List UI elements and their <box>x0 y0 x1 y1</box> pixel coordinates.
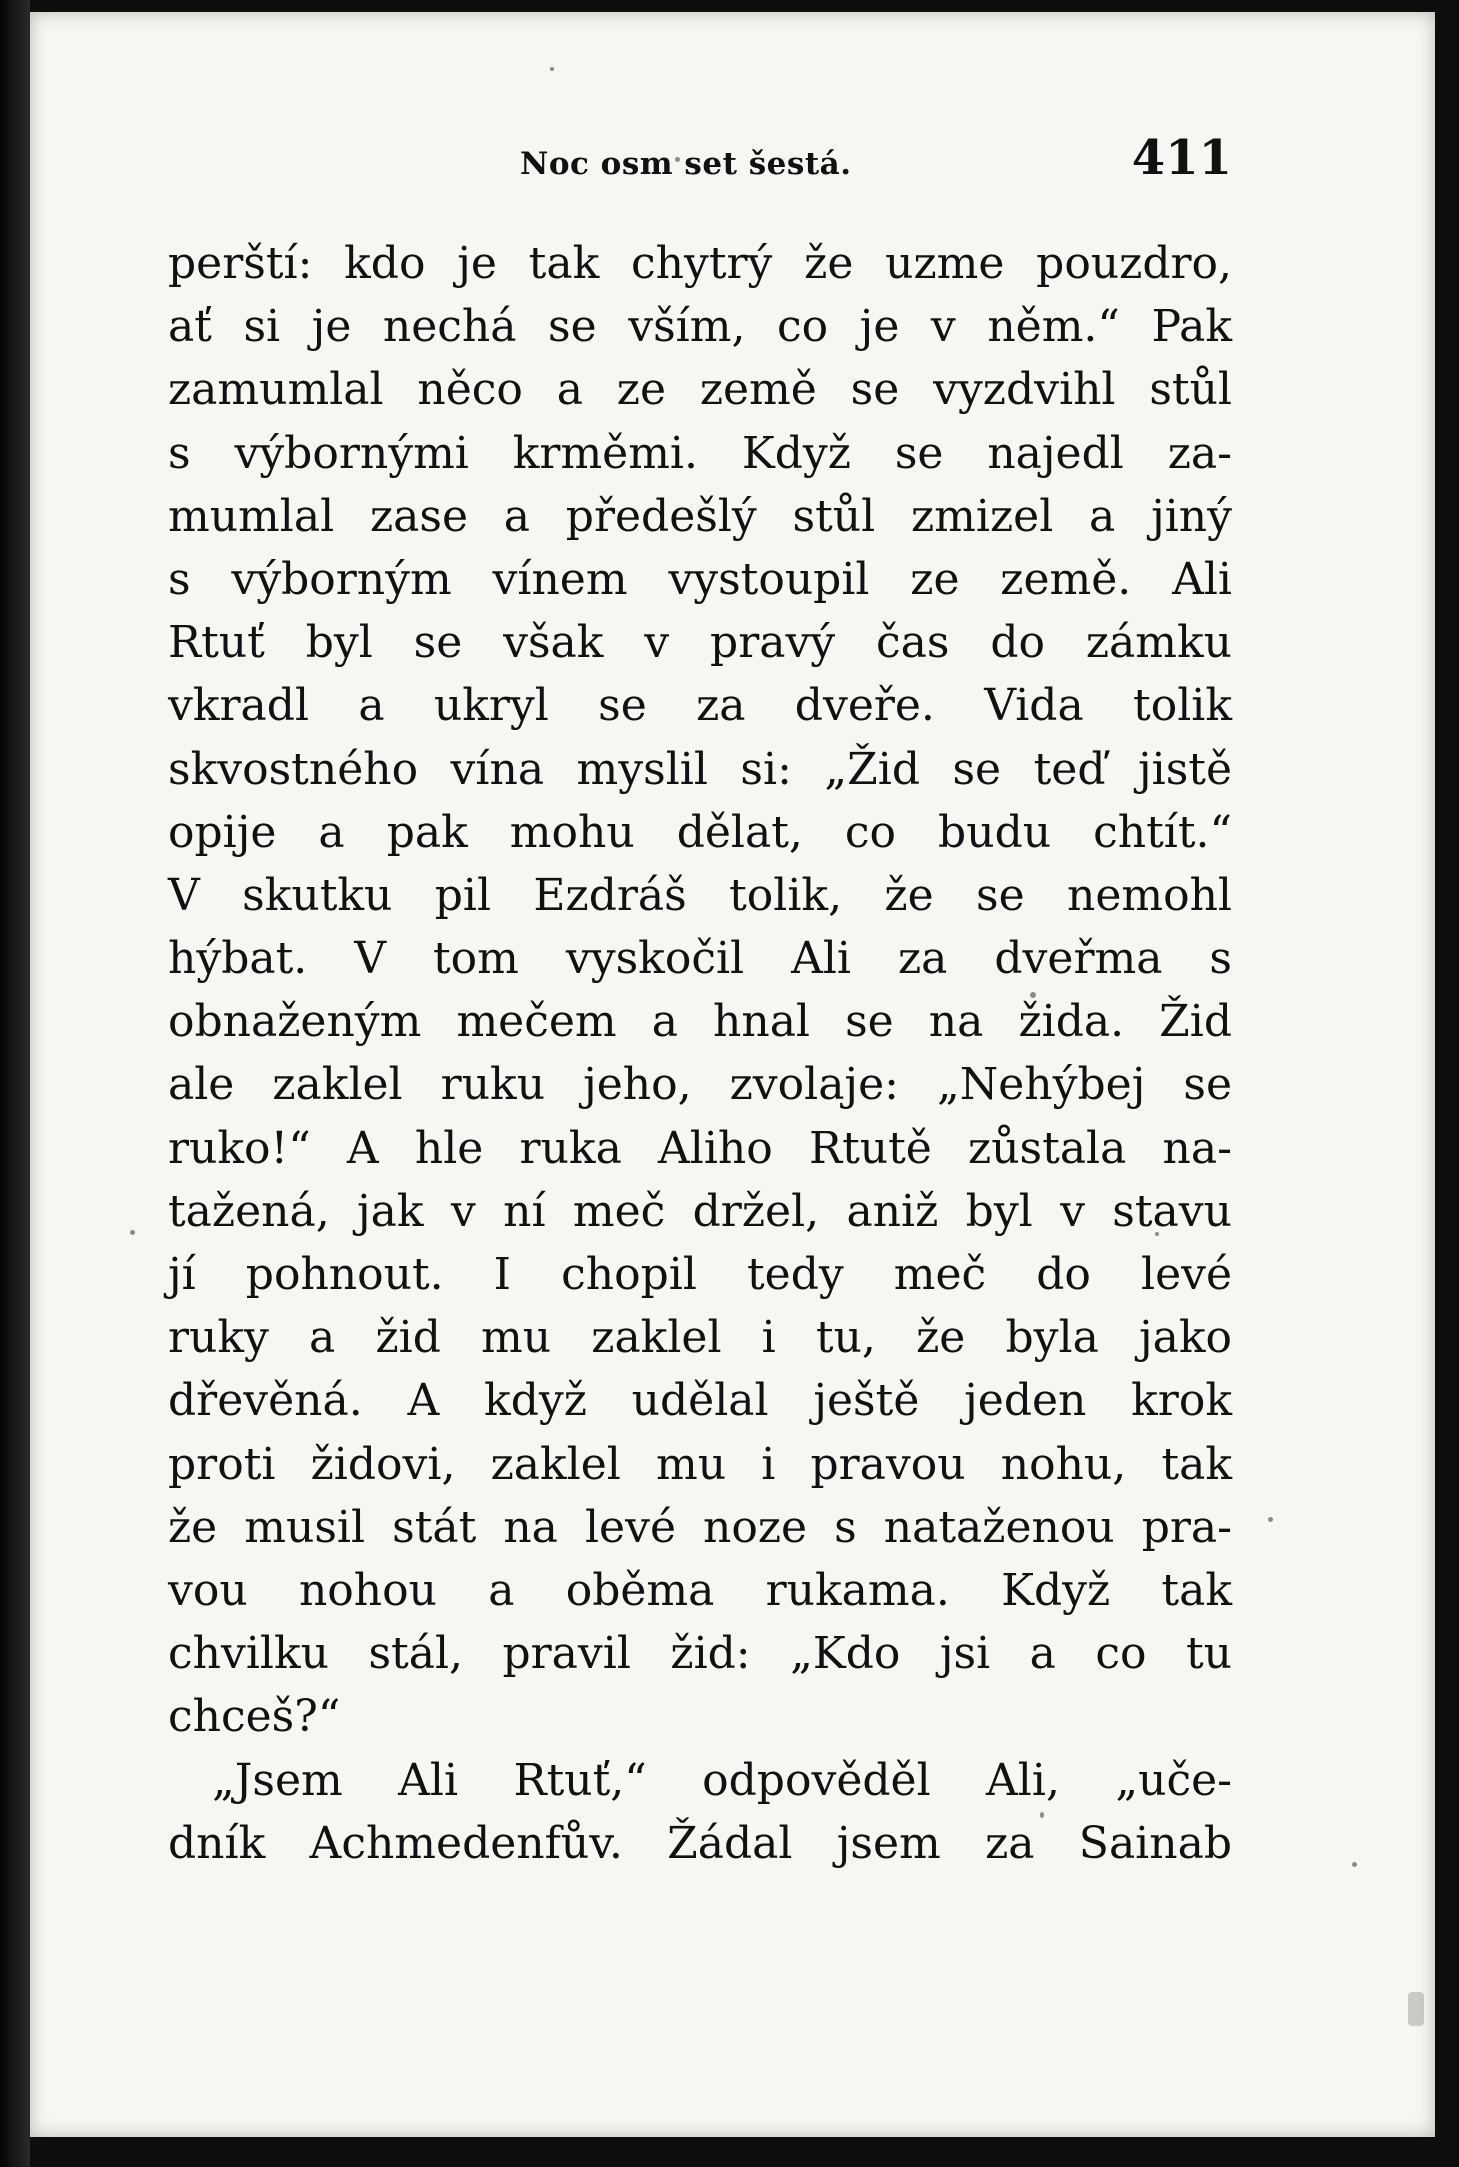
book-spine-edge <box>0 0 30 2167</box>
text-line: ruky a žid mu zaklel i tu, že byla jako <box>168 1312 1232 1364</box>
text-line: chceš?“ <box>168 1691 341 1743</box>
text-line: perští: kdo je tak chytrý že uzme pouzdro, <box>168 238 1232 289</box>
text-line: tažená, jak v ní meč držel, aniž byl v stavu <box>168 1185 1232 1237</box>
text-line: Rtuť byl se však v pravý čas do zámku <box>168 617 1232 669</box>
running-title: Noc osm set šestá. <box>520 146 852 182</box>
text-line: hýbat. V tom vyskočil Ali za dveřma s <box>168 933 1232 985</box>
page-number: 411 <box>1131 130 1232 186</box>
paper-speck <box>1268 1517 1273 1522</box>
text-line: s výborným vínem vystoupil ze země. Ali <box>168 553 1232 605</box>
text-line: ale zaklel ruku jeho, zvolaje: „Nehýbej se <box>168 1059 1232 1111</box>
text-line: vkradl a ukryl se za dveře. Vida tolik <box>168 680 1232 732</box>
text-line: že musil stát na levé noze s nataženou pra- <box>168 1501 1232 1553</box>
paper-speck <box>1408 1992 1424 2026</box>
page-text <box>168 232 1232 1875</box>
text-line: dník Achmedenfův. Žádal jsem za Sainab <box>168 1817 1232 1869</box>
text-line: s výbornými krměmi. Když se najedl za- <box>168 427 1232 479</box>
text-line: vou nohou a oběma rukama. Když tak <box>168 1564 1232 1616</box>
text-line: proti židovi, zaklel mu i pravou nohu, tak <box>168 1438 1232 1490</box>
text-line: obnaženým mečem a hnal se na žida. Žid <box>168 996 1232 1048</box>
text-line: V skutku pil Ezdráš tolik, že se nemohl <box>168 869 1232 921</box>
page-header <box>520 130 1232 190</box>
text-line: chvilku stál, pravil žid: „Kdo jsi a co tu <box>168 1628 1232 1680</box>
text-line: zamumlal něco a ze země se vyzdvihl stůl <box>168 364 1232 416</box>
text-line: ruko!“ A hle ruka Aliho Rtutě zůstala na- <box>168 1122 1232 1174</box>
paper-speck <box>130 1230 135 1235</box>
text-line: mumlal zase a předešlý stůl zmizel a jiný <box>168 490 1232 542</box>
paper-speck <box>1352 1862 1357 1867</box>
text-line: jí pohnout. I chopil tedy meč do levé <box>168 1249 1232 1300</box>
paper-speck <box>550 67 554 71</box>
text-line: dřevěná. A když udělal ještě jeden krok <box>168 1375 1232 1427</box>
text-line: opije a pak mohu dělat, co budu chtít.“ <box>168 806 1232 858</box>
text-line: „Jsem Ali Rtuť,“ odpověděl Ali, „uče- <box>212 1754 1232 1806</box>
text-line: skvostného vína myslil si: „Žid se teď jistě <box>168 743 1232 795</box>
text-line: ať si je nechá se vším, co je v něm.“ Pak <box>168 301 1232 353</box>
